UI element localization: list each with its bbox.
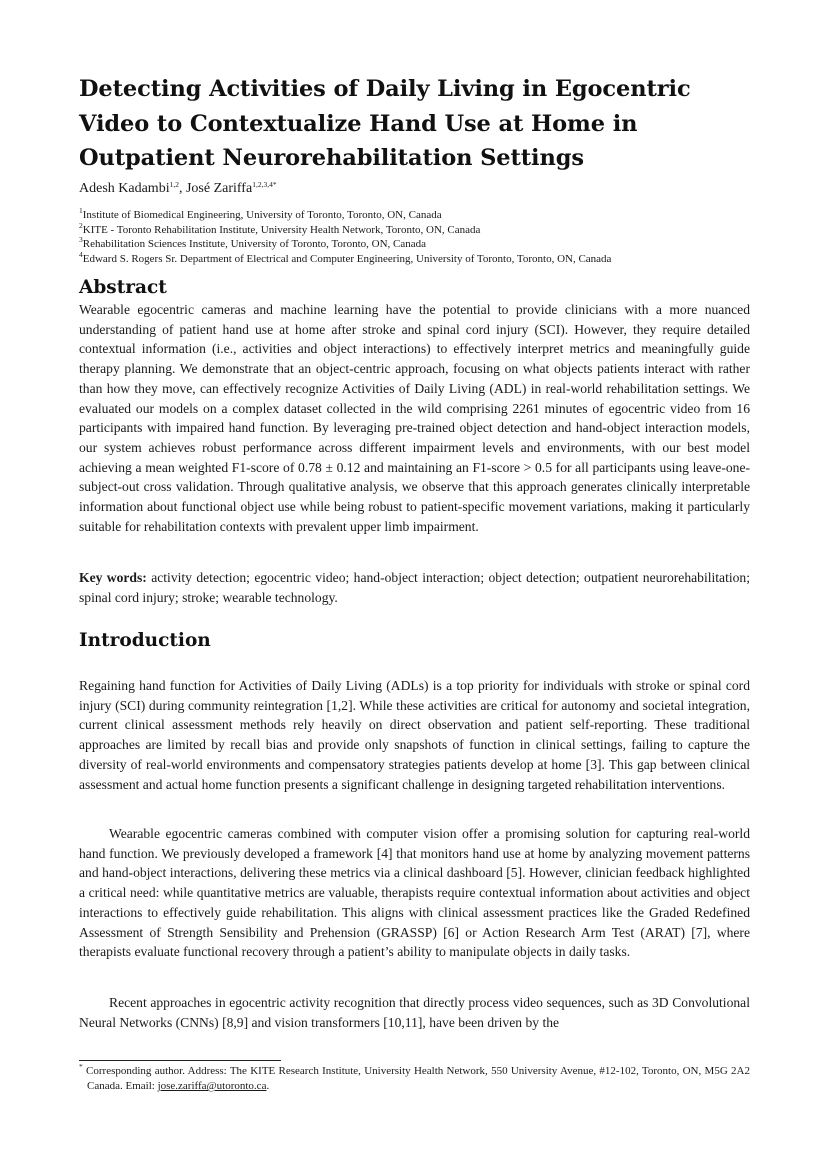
keywords — [79, 568, 750, 607]
footnote — [79, 1064, 750, 1094]
affiliation-sup: 2 — [79, 220, 83, 230]
keywords-text: activity detection; egocentric video; hand-object interaction; object detection; outpatient neurorehabilitation; spinal cord injury; stroke; wearable technology. — [79, 570, 751, 605]
paper-title: Detecting Activities of Daily Living in Egocentric Video to Contextualize Hand Use at Home in Outpatient Neurorehabilitation Settings — [79, 76, 691, 171]
affiliation-list — [79, 208, 750, 266]
introduction-heading: Introduction — [79, 630, 211, 651]
affiliation-sup: 4 — [79, 249, 83, 259]
abstract-heading: Abstract — [79, 277, 167, 298]
affiliation-sup: 1 — [79, 206, 83, 215]
affiliation — [79, 237, 750, 252]
author-name: Adesh Kadambi — [79, 181, 170, 196]
affiliation-text: Rehabilitation Sciences Institute, University of Toronto, Toronto, ON, Canada — [82, 238, 427, 250]
author-affiliation-sup: 1,2,3,4* — [252, 180, 277, 189]
author-name: José Zariffa — [185, 181, 253, 196]
intro-paragraph: Wearable egocentric cameras combined with computer vision offer a promising solution for capturing real-world hand function. We previously developed a framework [4] that monitors hand use at home by analyzing movement patterns and hand-object interactions, delivering these metrics via a clinical dashboard [5]. However, clinician feedback highlighted a critical need: while quantitative metrics are valuable, therapists require contextual information about activities and object interactions to effectively guide rehabilitation. This aligns with clinical assessment practices like the Graded Redefined Assessment of Strength Sensibility and Prehension (GRASSP) [6] or Action Research Arm Test (ARAT) [7], where therapists evaluate functional recovery through a patient’s ability to manipulate objects in daily tasks. — [79, 826, 750, 960]
footnote-end: . — [266, 1080, 270, 1092]
author-affiliation-sup: 1,2 — [169, 180, 179, 189]
author-separator: , — [178, 181, 186, 196]
email-link[interactable]: jose.zariffa@utoronto.ca — [157, 1080, 267, 1092]
keywords-label: Key words: — [79, 570, 147, 585]
affiliation — [79, 220, 750, 238]
author-list — [79, 180, 277, 198]
footnote-text: Corresponding author. Address: The KITE Research Institute, University Health Network, 550 University Avenue, #12-102, Toronto, ON, M5G 2A2 Canada. Email: — [82, 1065, 750, 1092]
affiliation — [79, 249, 750, 267]
intro-paragraph: Regaining hand function for Activities of Daily Living (ADLs) is a top priority for individuals with stroke or spinal cord injury (SCI) during community reintegration [1,2]. While these activities are critical for autonomy and societal integration, current clinical assessment methods rely heavily on direct observation and patient self-reporting. These traditional approaches are limited by recall bias and provide only snapshots of function in clinical settings, failing to capture the diversity of real-world environments and compensatory strategies patients develop at home [3]. This gap between clinical assessment and actual home function presents a significant challenge in designing targeted rehabilitation interventions. — [79, 678, 750, 792]
intro-paragraph: Recent approaches in egocentric activity recognition that directly process video sequences, such as 3D Convolutional Neural Networks (CNNs) [8,9] and vision transformers [10,11], have been driven by the — [79, 995, 750, 1030]
affiliation — [79, 208, 750, 223]
footnote-mark: * — [79, 1062, 83, 1071]
footnote-rule — [79, 1060, 281, 1061]
affiliation-text: Institute of Biomedical Engineering, University of Toronto, Toronto, ON, Canada — [82, 209, 442, 221]
affiliation-text: Edward S. Rogers Sr. Department of Electrical and Computer Engineering, University of Toronto, Toronto, ON, Canada — [82, 252, 612, 265]
affiliation-text: KITE - Toronto Rehabilitation Institute, University Health Network, Toronto, ON, Canada — [82, 223, 481, 236]
abstract-text: Wearable egocentric cameras and machine learning have the potential to provide clinicians with a more nuanced understanding of patient hand use at home after stroke and spinal cord injury (SCI). However, they require detailed contextual information (i.e., activities and object interactions) to effectively interpret metrics and meaningfully guide therapy planning. We demonstrate that an object-centric approach, focusing on what objects patients interact with rather than how they move, can effectively recognize Activities of Daily Living (ADL) in real-world rehabilitation settings. We evaluated our models on a complex dataset collected in the wild comprising 2261 minutes of egocentric video from 16 participants with impaired hand function. By leveraging pre-trained object detection and hand-object interaction models, our system achieves robust performance across different impairment levels and environments, with our best model achieving a mean weighted F1-score of 0.78 ± 0.12 and maintaining an F1-score > 0.5 for all participants using leave-one-subject-out cross validation. Through qualitative analysis, we observe that this approach generates clinically interpretable information about functional object use while being robust to patient-specific movement variations, making it particularly suitable for rehabilitation contexts with prevalent upper limb impairment. — [79, 302, 750, 534]
affiliation-sup: 3 — [79, 235, 83, 244]
